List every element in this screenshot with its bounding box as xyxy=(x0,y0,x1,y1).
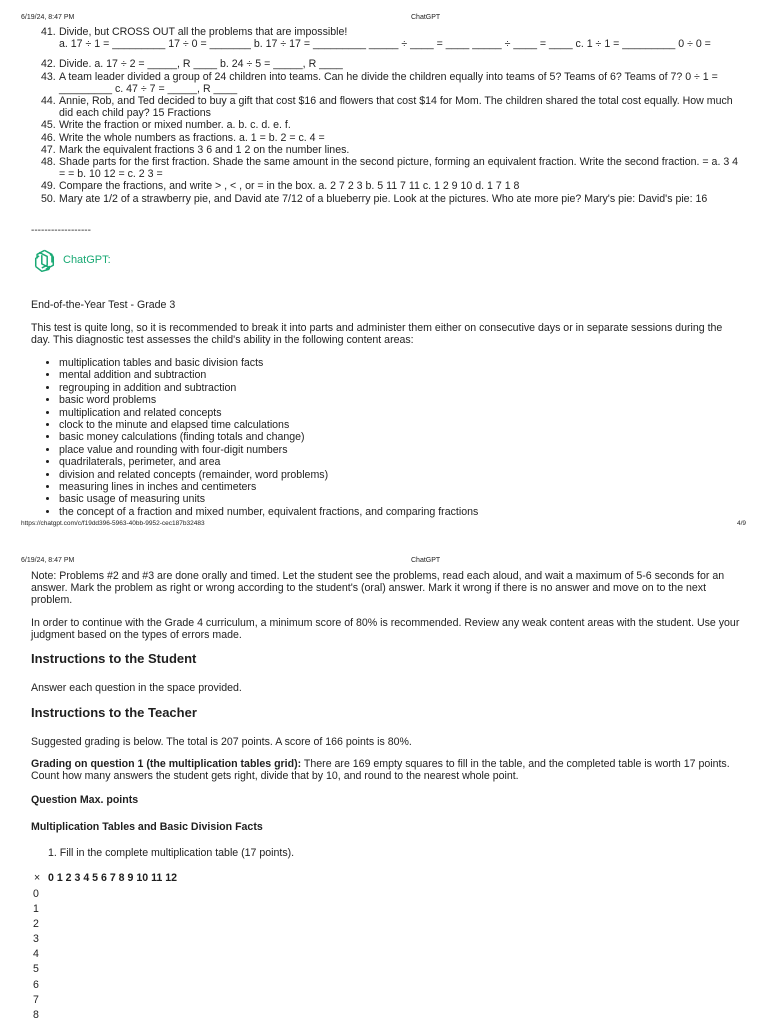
print-title: ChatGPT xyxy=(411,557,441,564)
list-item: • clock to the minute and elapsed time calculations xyxy=(59,419,478,431)
grading-question-1: Grading on question 1 (the multiplication tables grid): There are 169 empty squares to fill in the table, and the completed table is worth 17 points. Count how many answers the student gets right, divide that by 10, and round to the nearest whole point. xyxy=(31,758,730,783)
table-row: 6 xyxy=(33,978,39,991)
list-item: • the concept of a fraction and mixed number, equivalent fractions, and comparing fractions xyxy=(59,506,478,518)
problem-44: 44. Annie, Rob, and Ted decided to buy a gift that cost $16 and flowers that cost $14 for Mom. The children shared the total cost equally. How much did each child pay? 15 Fractions xyxy=(41,95,736,120)
intro-paragraph: This test is quite long, so it is recommended to break it into parts and administer them either on consecutive days or in separate sessions during the day. This diagnostic test assesses the child's ability in the following content areas: xyxy=(31,322,723,347)
table-row: 1 xyxy=(33,903,39,916)
list-item: • basic usage of measuring units xyxy=(59,493,478,505)
table-row: 2 xyxy=(33,918,39,931)
multiplication-table-rows xyxy=(33,887,39,1023)
page-number: 4/9 xyxy=(737,520,747,527)
table-header-max-points: Question Max. points xyxy=(31,794,139,806)
problem-47: 47. Mark the equivalent fractions 3 6 and 1 2 on the number lines. xyxy=(41,143,350,156)
heading-teacher: Instructions to the Teacher xyxy=(31,705,197,720)
question-1: 1. Fill in the complete multiplication table (17 points). xyxy=(48,847,295,859)
teacher-instructions: Suggested grading is below. The total is 207 points. A score of 166 points is 80%. xyxy=(31,736,412,748)
list-item: • division and related concepts (remainder, word problems) xyxy=(59,469,478,481)
section-title: Multiplication Tables and Basic Division Facts xyxy=(31,821,263,833)
table-row: 0 xyxy=(33,888,39,900)
list-item: • place value and rounding with four-digit numbers xyxy=(59,444,478,456)
list-item: • quadrilaterals, perimeter, and area xyxy=(59,456,478,468)
list-item: • regrouping in addition and subtraction xyxy=(59,382,478,394)
chatgpt-speaker xyxy=(31,247,111,274)
multiplication-table-header xyxy=(34,872,177,884)
problem-46: 46. Write the whole numbers as fractions. a. 1 = b. 2 = c. 4 = xyxy=(41,131,325,144)
table-row: 8 xyxy=(33,1008,39,1021)
problem-41: 41. Divide, but CROSS OUT all the problems that are impossible! a. 17 ÷ 1 = _________ 17 ÷ 0 = _______ b. 17 ÷ 17 = _________ _____ ÷ ____ = ____ _____ ÷ ____ = ____ c. 1 ÷ 1 = _________ 0 ÷ 0 = xyxy=(41,26,711,51)
list-item: • basic word problems xyxy=(59,394,478,406)
openai-logo-icon xyxy=(31,247,58,274)
list-item: • multiplication tables and basic division facts xyxy=(59,357,478,369)
heading-student: Instructions to the Student xyxy=(31,651,197,666)
list-item: • mental addition and subtraction xyxy=(59,369,478,381)
page-5 xyxy=(0,548,768,1024)
problem-48: 48. Shade parts for the first fraction. Shade the same amount in the second picture, forming an equivalent fraction. Write the second fraction. = a. 3 4 = = b. 10 12 = c. 2 3 = xyxy=(41,156,742,181)
list-item: • multiplication and related concepts xyxy=(59,407,478,419)
content-areas-list xyxy=(41,357,478,518)
note-paragraph: Note: Problems #2 and #3 are done orally and timed. Let the student see the problems, read each aloud, and wait a maximum of 5-6 seconds for an answer. Mark the problem as right or wrong according to the student's (oral) answer. Mark it wrong if there is no answer and move on to the next problem. xyxy=(31,570,725,607)
problem-49: 49. Compare the fractions, and write > , < , or = in the box. a. 2 7 2 3 b. 5 11 7 11 c. 1 2 9 10 d. 1 7 1 8 xyxy=(41,180,520,193)
table-row: 4 xyxy=(33,948,39,961)
problem-42: 42. Divide. a. 17 ÷ 2 = _____, R ____ b. 24 ÷ 5 = _____, R ____ xyxy=(41,58,343,71)
list-item: • basic money calculations (finding totals and change) xyxy=(59,431,478,443)
problem-43: 43. A team leader divided a group of 24 children into teams. Can he divide the children equally into teams of 5? Teams of 6? Teams of 7? 0 ÷ 1 = _________ c. 47 ÷ 7 = _____, R ____ xyxy=(41,70,721,95)
print-date: 6/19/24, 8:47 PM xyxy=(21,14,75,21)
column-headers: 0 1 2 3 4 5 6 7 8 9 10 11 12 xyxy=(48,872,178,884)
problem-45: 45. Write the fraction or mixed number. a. b. c. d. e. f. xyxy=(41,119,291,132)
page-break xyxy=(0,533,768,548)
speaker-label: ChatGPT: xyxy=(63,254,111,267)
times-symbol: × xyxy=(34,872,41,884)
print-title: ChatGPT xyxy=(411,14,441,21)
test-title: End-of-the-Year Test - Grade 3 xyxy=(31,299,176,311)
table-row: 7 xyxy=(33,993,39,1006)
text-divider: ------------------ xyxy=(31,225,91,236)
table-row: 5 xyxy=(33,963,39,976)
problem-50: 50. Mary ate 1/2 of a strawberry pie, and David ate 7/12 of a blueberry pie. Look at the pictures. Who ate more pie? Mary's pie: David's pie: 16 xyxy=(41,192,708,205)
print-date: 6/19/24, 8:47 PM xyxy=(21,557,75,564)
print-url: https://chatgpt.com/c/f19dd396-5963-40bb-9952-cec187b32483 xyxy=(21,520,205,527)
table-row: 3 xyxy=(33,933,39,946)
continue-paragraph: In order to continue with the Grade 4 curriculum, a minimum score of 80% is recommended. Review any weak content areas with the student. Use your judgment based on the types of errors made. xyxy=(31,617,740,642)
student-instructions: Answer each question in the space provided. xyxy=(31,682,242,694)
problem-list xyxy=(41,26,741,205)
list-item: • measuring lines in inches and centimeters xyxy=(59,481,478,493)
